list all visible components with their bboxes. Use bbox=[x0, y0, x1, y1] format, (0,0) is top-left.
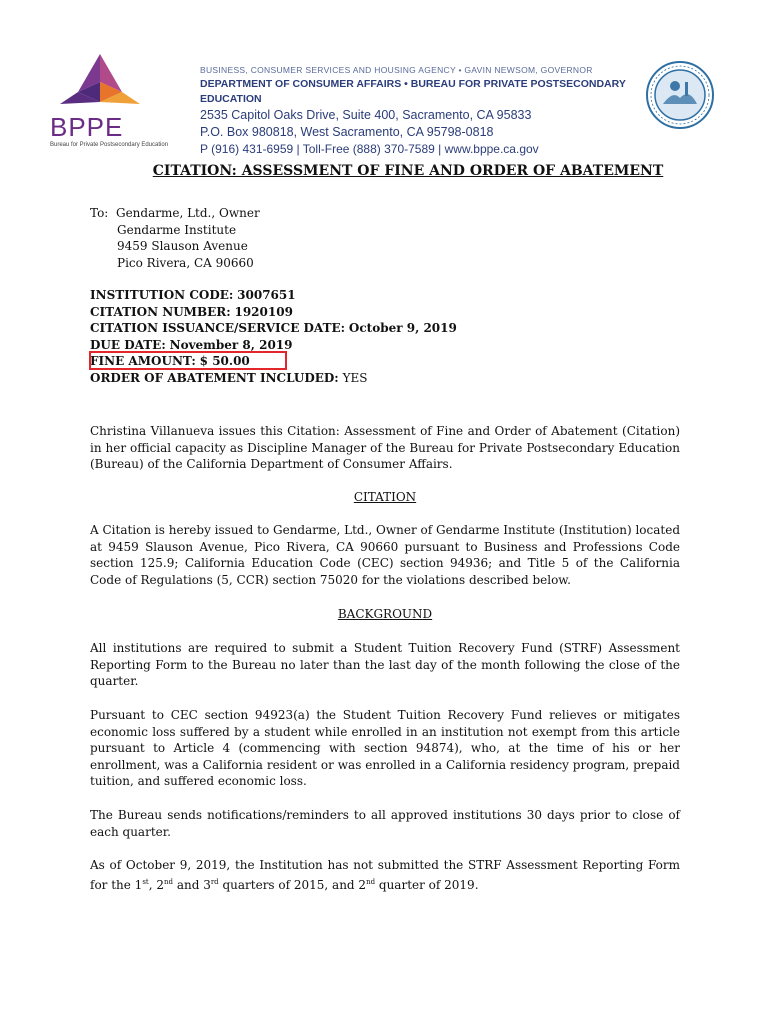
citation-paragraph: A Citation is hereby issued to Gendarme, Ltd., Owner of Gendarme Institute (Institution) located at 9459 Slauson Avenue, Pico Rivera, CA 90660 pursuant to Business and Professions Code section 125.9; California Education Code (CEC) section 94936; and Title 5 of the California Code of Regulations (5, CCR) section 75020 for the violations described below. bbox=[90, 523, 681, 587]
issuance-date-row bbox=[90, 320, 457, 337]
due-date-label: DUE DATE: bbox=[90, 337, 166, 352]
p4-text-e: quarter of 2019. bbox=[375, 877, 479, 892]
abatement-row bbox=[90, 370, 457, 387]
abatement-label: ORDER OF ABATEMENT INCLUDED: bbox=[90, 370, 339, 385]
fine-amount-value: $ 50.00 bbox=[199, 354, 250, 368]
bppe-logo bbox=[50, 52, 169, 152]
address-line-2: P.O. Box 980818, West Sacramento, CA 95798-0818 bbox=[200, 125, 494, 139]
phone-line: P (916) 431-6959 | Toll-Free (888) 370-7589 | www.bppe.ca.gov bbox=[200, 142, 539, 156]
p4-sup-1: st bbox=[142, 877, 149, 886]
logo-wordmark: BPPE bbox=[50, 112, 124, 142]
p4-text-b: , 2 bbox=[148, 877, 164, 892]
addressee-line-2: Gendarme Institute bbox=[117, 222, 237, 237]
institution-code-label: INSTITUTION CODE: bbox=[90, 288, 234, 302]
addressee-line-3: 9459 Slauson Avenue bbox=[117, 239, 248, 253]
citation-heading: CITATION bbox=[353, 490, 417, 504]
p4-text-a: As of October 9, 2019, the Institution has not submitted the STRF Assessment Reporting Form for the 1 bbox=[90, 858, 680, 892]
p4-sup-4: nd bbox=[366, 877, 376, 886]
department-line: DEPARTMENT OF CONSUMER AFFAIRS • BUREAU FOR PRIVATE POSTSECONDARY EDUCATION bbox=[200, 78, 626, 105]
background-paragraph-2: Pursuant to CEC section 94923(a) the Student Tuition Recovery Fund relieves or mitigates economic loss suffered by a student while enrolled in an institution not exempt from this article pursuant to Article 4 (commencing with section 94874), who, at the time of his or her enrollment, was a California resident or was enrolled in a California residency program, prepaid tuition, and suffered economic loss. bbox=[90, 708, 680, 788]
addressee-block bbox=[90, 205, 260, 271]
letterhead bbox=[200, 64, 640, 158]
institution-code-value: 3007651 bbox=[237, 288, 296, 302]
issuance-date-value: October 9, 2019 bbox=[348, 321, 457, 335]
citation-number-value: 1920109 bbox=[234, 304, 293, 319]
abatement-value: YES bbox=[342, 370, 368, 385]
p4-text-c: and 3 bbox=[173, 877, 211, 892]
agency-line: BUSINESS, CONSUMER SERVICES AND HOUSING AGENCY • GAVIN NEWSOM, GOVERNOR bbox=[200, 65, 593, 75]
p4-sup-3: rd bbox=[210, 877, 219, 886]
logo-subtitle: Bureau for Private Postsecondary Education bbox=[50, 142, 169, 148]
citation-number-row bbox=[90, 304, 457, 321]
background-paragraph-3: The Bureau sends notifications/reminders to all approved institutions 30 days prior to close of each quarter. bbox=[90, 808, 680, 839]
citation-details bbox=[90, 287, 457, 386]
p4-sup-2: nd bbox=[164, 877, 173, 886]
institution-code-row bbox=[90, 287, 457, 304]
due-date-value: November 8, 2019 bbox=[169, 337, 293, 352]
background-paragraph-1: All institutions are required to submit a Student Tuition Recovery Fund (STRF) Assessment Reporting Form to the Bureau no later than the last day of the month following the close of the quarter. bbox=[90, 641, 680, 688]
addressee-line-1 bbox=[90, 205, 260, 222]
fine-amount-highlight bbox=[89, 351, 287, 370]
background-heading: BACKGROUND bbox=[337, 607, 433, 621]
citation-number-label: CITATION NUMBER: bbox=[90, 304, 231, 319]
p4-text-d: quarters of 2015, and 2 bbox=[218, 877, 367, 892]
to-label: To: bbox=[90, 206, 109, 220]
intro-paragraph: Christina Villanueva issues this Citation: Assessment of Fine and Order of Abatement (Citation) in her official capacity as Discipline Manager of the Bureau for Private Postsecondary Education (Bureau) of the California Department of Consumer Affairs. bbox=[90, 424, 680, 471]
california-seal-icon bbox=[645, 60, 715, 130]
document-title: CITATION: ASSESSMENT OF FINE AND ORDER OF ABATEMENT bbox=[152, 163, 664, 179]
fine-amount-label: FINE AMOUNT: bbox=[90, 354, 196, 368]
bppe-logo-mark-icon bbox=[50, 52, 160, 112]
addressee-line-4: Pico Rivera, CA 90660 bbox=[117, 255, 254, 270]
background-paragraph-4 bbox=[90, 857, 680, 893]
address-line-1: 2535 Capitol Oaks Drive, Suite 400, Sacramento, CA 95833 bbox=[200, 108, 532, 122]
addressee-name: Gendarme, Ltd., Owner bbox=[115, 206, 260, 220]
issuance-date-label: CITATION ISSUANCE/SERVICE DATE: bbox=[90, 321, 346, 335]
